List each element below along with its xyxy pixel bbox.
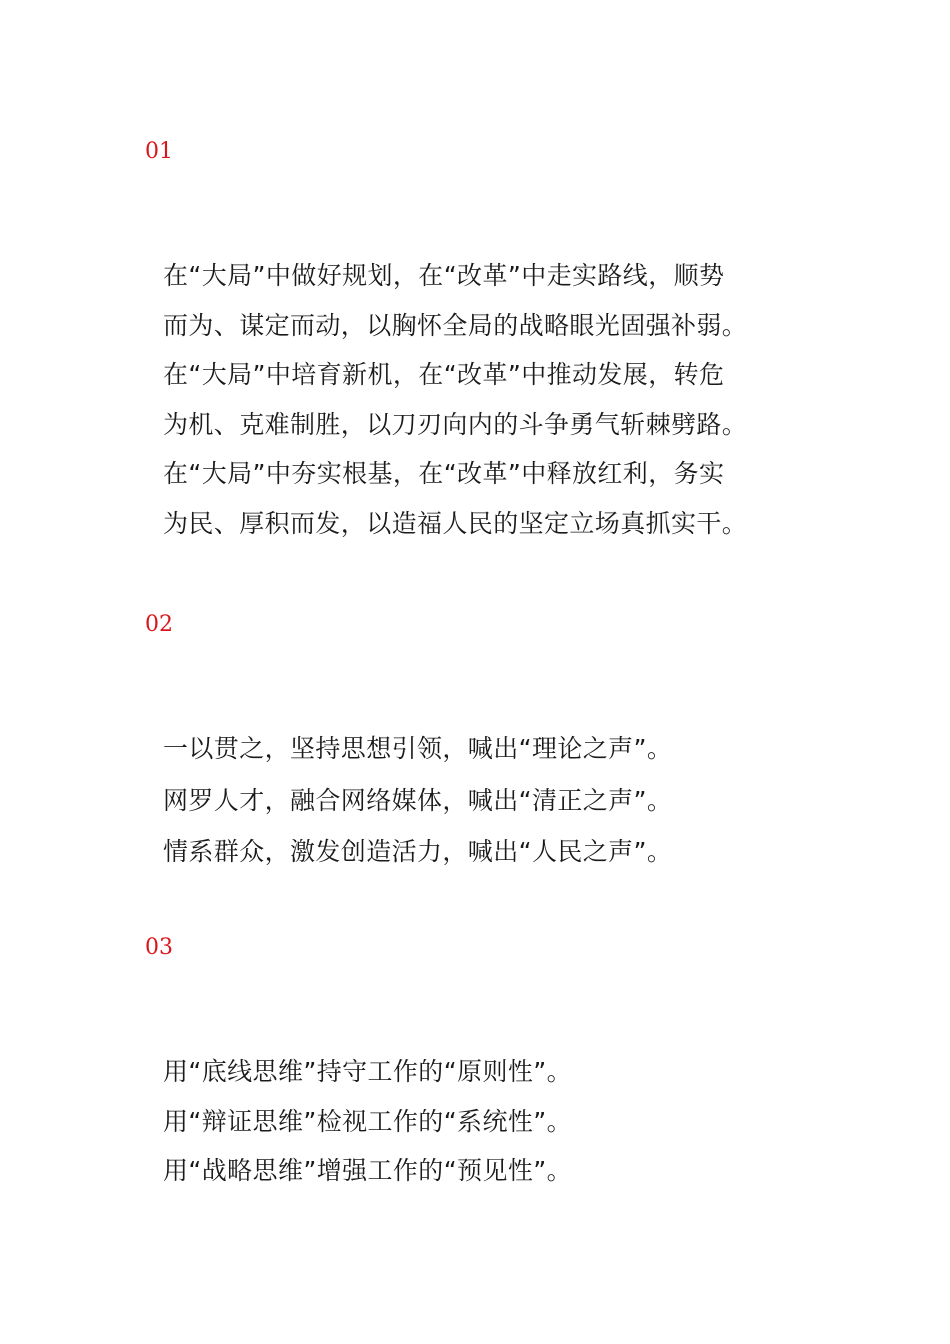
text-line: 用“战略思维”增强工作的“预见性”。 <box>163 1156 573 1185</box>
text-line: 网罗人才，融合网络媒体，喊出“清正之声”。 <box>163 785 673 815</box>
section-02-paragraph <box>163 723 803 878</box>
text-line: 为民、厚积而发，以造福人民的坚定立场真抓实干。 <box>163 508 748 538</box>
text-line: 情系群众，激发创造活力，喊出“人民之声”。 <box>163 837 673 866</box>
section-03-paragraph <box>163 1047 803 1196</box>
text-line: 一以贯之，坚持思想引领，喊出“理论之声”。 <box>163 734 673 763</box>
section-01-paragraph <box>163 251 803 549</box>
text-line: 在“大局”中夯实根基，在“改革”中释放红利，务实 <box>163 459 725 489</box>
text-line: 在“大局”中做好规划，在“改革”中走实路线，顺势 <box>163 261 725 290</box>
section-number-01: 01 <box>145 139 173 164</box>
text-line: 为机、克难制胜，以刀刃向内的斗争勇气斩棘劈路。 <box>163 409 748 439</box>
text-line: 在“大局”中培育新机，在“改革”中推动发展，转危 <box>163 360 725 390</box>
text-line: 而为、谋定而动，以胸怀全局的战略眼光固强补弱。 <box>163 310 748 340</box>
text-line: 用“辩证思维”检视工作的“系统性”。 <box>163 1106 573 1136</box>
text-line: 用“底线思维”持守工作的“原则性”。 <box>163 1057 573 1086</box>
section-number-02: 02 <box>145 612 173 637</box>
section-number-03: 03 <box>145 935 173 960</box>
